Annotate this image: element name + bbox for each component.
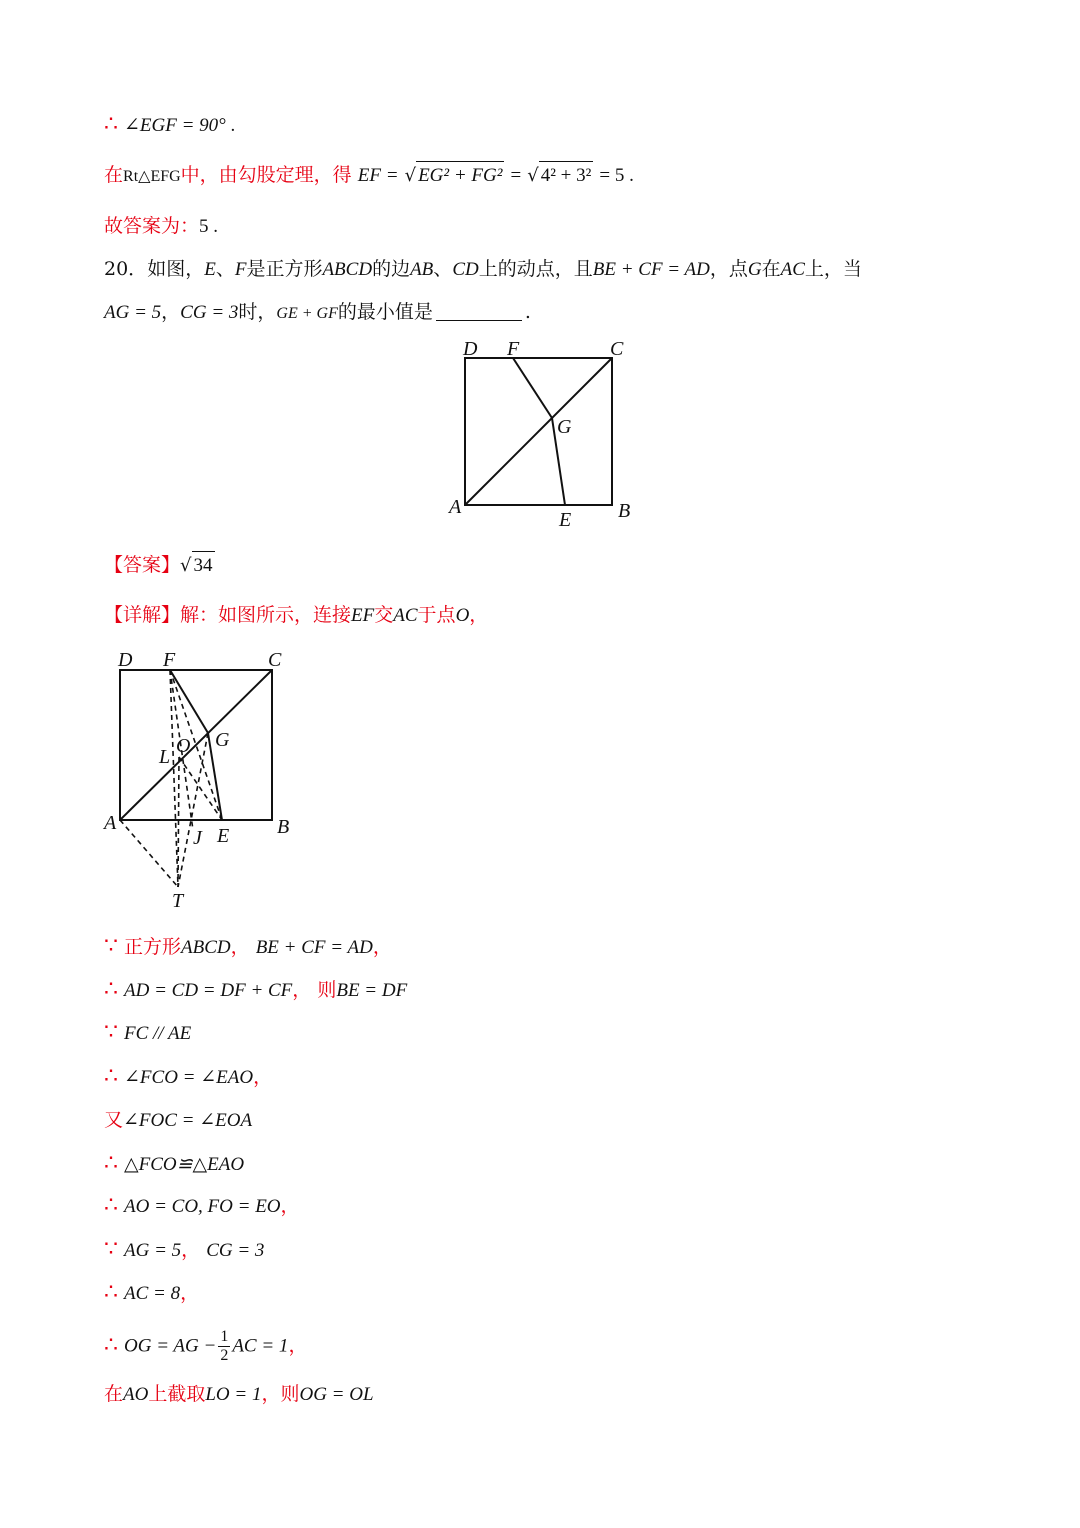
var-abcd: ABCD [322,259,373,280]
answer-value: 5 [199,216,209,237]
text: ， [180,1282,200,1304]
var-o: O [455,605,470,626]
dashed-at [120,820,178,887]
label-e: E [559,509,572,531]
text: 如图， [147,258,205,280]
text: 的最小值是 [337,301,433,323]
detail-line [104,601,488,630]
label-a: A [104,812,117,834]
radicand-1: EG² + FG² [416,161,504,190]
ag-value: AG = 5 [104,302,162,323]
step-4 [104,1063,272,1092]
text: . [524,301,531,323]
step-10 [104,1328,307,1365]
fraction-denominator: 2 [220,1347,229,1364]
answer-radicand: 34 [192,551,215,580]
equation: AO = CO, FO = EO [124,1196,281,1217]
text: ， [253,1066,273,1088]
text: ， [280,1195,300,1217]
var-abcd: ABCD [181,937,231,958]
text: 中，由勾股定理，得 [180,164,352,186]
label-c: C [610,338,624,360]
radical-icon: √ [527,165,539,186]
therefore-symbol: ∴ [104,1332,118,1358]
cg-value: CG = 3 [180,302,239,323]
text: ， 则 [292,979,337,1001]
label-l: L [159,746,171,768]
text: 在 [104,164,124,186]
answer-blank [436,302,522,321]
therefore-symbol: ∴ [104,1280,118,1305]
text: 又 [104,1109,124,1131]
answer-label: 故答案为： [104,215,200,237]
text: 正方形 [124,936,182,958]
var-ab: AB [410,259,434,280]
label-t: T [172,890,184,912]
text: ， [288,1334,308,1357]
triangle-efg: Rt△EFG [123,168,181,185]
radicand-2: 4² + 3² [539,161,594,190]
equation: AC = 8 [124,1283,181,1304]
question-line-1 [104,255,862,284]
text: 在 [104,1383,124,1405]
therefore-symbol: ∴ [104,1151,118,1176]
label-c: C [268,649,282,671]
text: 、 [215,258,235,280]
label-b: B [618,500,631,522]
equation: OG = OL [299,1384,374,1405]
prev-line-3: 故答案为：5 . [104,215,219,237]
step-11 [104,1380,374,1409]
congruence: △FCO≌△EAO [124,1154,245,1175]
equation: LO = 1 [205,1384,262,1405]
text: 、 [433,258,453,280]
angle-egf: ∠EGF = 90° [124,115,226,136]
parallel-statement: FC // AE [124,1023,192,1044]
radical-icon: √ [180,555,192,576]
therefore-symbol: ∴ [104,112,118,137]
label-j: J [193,827,202,849]
step-6 [104,1150,244,1179]
label-g: G [215,729,230,751]
equation: ∠FCO = ∠EAO [124,1067,254,1088]
question-line-2 [104,298,531,328]
prev-line-2: 在Rt△EFG中，由勾股定理，得 EF = √ EG² + FG² = √ 4² + 3² = 5 . [104,161,634,191]
dashed-ft [170,670,178,887]
equation: BE = DF [336,980,408,1001]
dashed-le [179,757,222,820]
figure-1 [440,335,640,535]
text: 解：如图所示，连接 [180,604,352,626]
text: 的边 [372,258,411,280]
equation: OG = AG − [124,1335,217,1357]
condition: BE + CF = AD [255,937,373,958]
step-1 [104,933,392,962]
step-5 [104,1106,252,1135]
text: 上，当 [804,258,862,280]
radical-icon: √ [404,165,417,186]
label-g: G [557,416,572,438]
var-e: E [204,259,216,280]
dashed-lt [178,757,179,887]
answer-line [104,551,215,580]
equals: = [510,165,522,186]
prev-line-1: ∴ ∠EGF = 90° . [104,112,236,137]
step-7 [104,1192,300,1221]
therefore-symbol: ∴ [104,977,118,1002]
var-g: G [747,259,762,280]
equation: AG = 5 [124,1240,182,1261]
label-f: F [163,649,176,671]
label-f: F [507,338,520,360]
text: ， [161,301,181,323]
text: ， [181,1239,201,1261]
text: 上的动点，且 [478,258,593,280]
step-8 [104,1236,264,1265]
therefore-symbol: ∴ [104,1064,118,1089]
label-b: B [277,816,290,838]
answer-tag: 【答案】 [104,554,181,576]
ef-eq: EF = [357,165,399,186]
var-ac: AC [780,259,805,280]
label-e: E [217,825,230,847]
step-9 [104,1279,199,1308]
label-d: D [463,338,478,360]
figure-2 [95,645,315,915]
label-d: D [118,649,133,671]
text: 在 [761,258,781,280]
step-3 [104,1019,191,1048]
text: 时， [238,301,277,323]
var-ef: EF [351,605,375,626]
var-cd: CD [452,259,479,280]
step-2 [104,976,407,1005]
equation: AD = CD = DF + CF [124,980,293,1001]
var-ac: AC [393,605,418,626]
ge-gf: GE + GF [276,305,338,322]
because-symbol: ∵ [104,1237,118,1262]
question-number: 20． [104,258,148,280]
var-ao: AO [123,1384,149,1405]
text: 交 [374,604,394,626]
var-f: F [234,259,247,280]
text: ， [372,936,392,958]
detail-tag: 【详解】 [104,604,181,626]
segment-fg [513,358,552,418]
text: ， [469,604,489,626]
therefore-symbol: ∴ [104,1193,118,1218]
condition: BE + CF = AD [592,259,710,280]
text: 于点 [417,604,456,626]
text: 是正方形 [246,258,323,280]
label-o: O [176,735,191,757]
because-symbol: ∵ [104,1020,118,1045]
equation: AC = 1 [232,1335,289,1357]
text: ，点 [709,258,748,280]
fraction [218,1328,230,1365]
text: 上截取 [148,1383,206,1405]
because-symbol: ∵ [104,934,118,959]
fraction-numerator: 1 [220,1328,229,1345]
text: ， [230,936,250,958]
text: ，则 [261,1383,300,1405]
result: = 5 [599,165,625,186]
label-a: A [449,496,462,518]
equation: CG = 3 [206,1240,265,1261]
diagonal-ac [465,358,612,505]
equation: ∠FOC = ∠EOA [123,1110,253,1131]
